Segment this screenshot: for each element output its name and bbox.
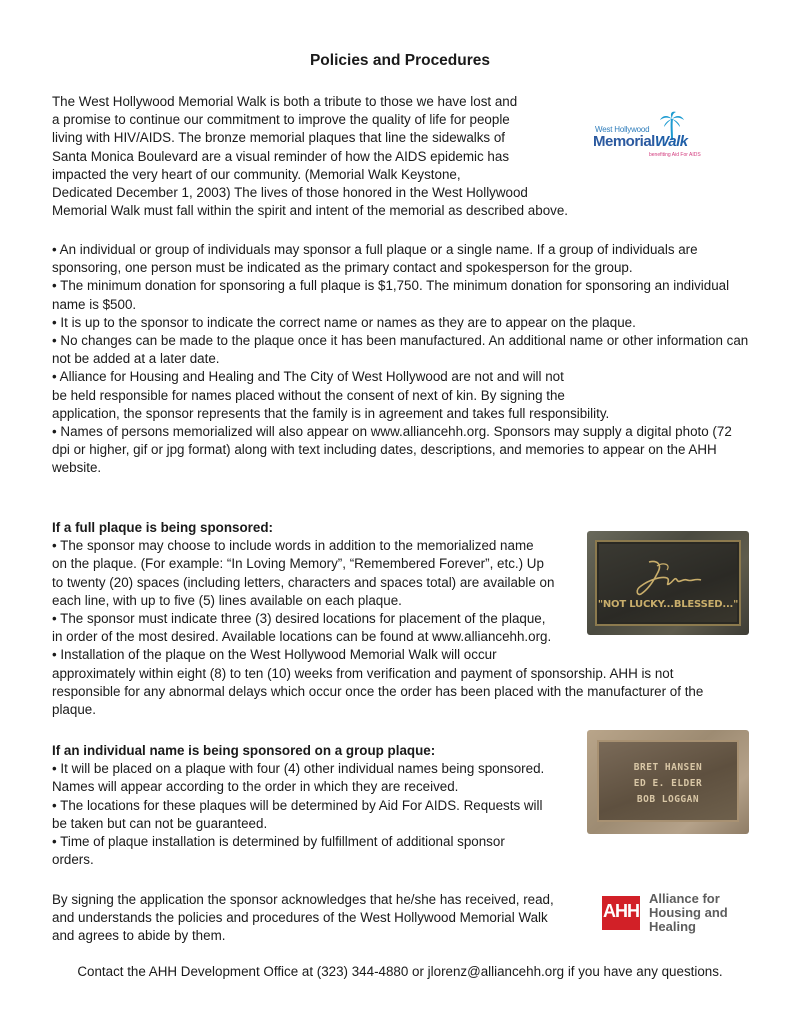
intro-line: Memorial Walk must fall within the spirit and intent of the memorial as described above. [52,203,569,219]
section-line: • Installation of the plaque on the West Hollywood Memorial Walk will occur [52,647,497,663]
section-line: to twenty (20) spaces (including letters, characters and spaces total) are available on [52,574,555,590]
bullet-item: • Alliance for Housing and Healing and The City of West Hollywood are not and will not [52,369,564,385]
section-line: on the plaque. (For example: “In Loving Memory”, “Remembered Forever”, etc.) Up [52,556,544,572]
plaque-name: BRET HANSEN [633,762,703,773]
logo-tagline: benefiting Aid For AIDS [649,152,701,158]
ahh-logo-line: Healing [649,919,696,934]
intro-paragraph [52,93,612,220]
ahh-logo-line: Housing and [649,905,728,920]
section-line: each line, with up to five (5) lines available on each plaque. [52,592,402,608]
bullet-item: • The minimum donation for sponsoring a full plaque is $1,750. The minimum donation for sponsoring an individual name is $500. [52,278,730,312]
intro-line: living with HIV/AIDS. The bronze memorial plaques that line the sidewalks of [52,130,506,146]
section-line: • The sponsor must indicate three (3) desired locations for placement of the plaque, [52,611,546,627]
intro-line: a promise to continue our commitment to improve the quality of life for people [52,112,510,128]
logo-walk-text: Walk [654,133,688,150]
policy-bullets [52,241,752,478]
bullet-item: • It is up to the sponsor to indicate the correct name or names as they are to appear on the plaque. [52,314,636,330]
acknowledgement-line: By signing the application the sponsor acknowledges that he/she has received, read, [52,892,554,907]
acknowledgement-line: and understands the policies and procedures of the West Hollywood Memorial Walk [52,910,548,926]
section-line: • Time of plaque installation is determined by fulfillment of additional sponsor [52,834,505,850]
logo-small-text: West Hollywood [595,125,650,134]
plaque-name: BOB LOGGAN [636,794,700,805]
section-line: orders. [52,852,94,868]
signature-engraving [627,556,717,601]
section-line: • The locations for these plaques will be determined by Aid For AIDS. Requests will [52,797,543,813]
memorial-walk-logo [593,111,713,161]
intro-line: impacted the very heart of our community. (Memorial Walk Keystone, [52,166,461,182]
acknowledgement-line: and agrees to abide by them. [52,928,226,944]
contact-line: Contact the AHH Development Office at (323) 344-4880 or jlorenz@alliancehh.org if you have any questions. [77,964,723,979]
ahh-logo [602,892,752,936]
section-heading: If an individual name is being sponsored on a group plaque: [52,743,436,758]
section-line: be taken but can not be guaranteed. [52,815,268,831]
ahh-logo-text [649,892,728,934]
logo-title [593,133,688,150]
plaque-quote: "NOT LUCKY...BLESSED..." [597,599,739,610]
group-plaque-photo [587,730,749,834]
bullet-item: • No changes can be made to the plaque once it has been manufactured. An additional name or other information can not be added at a later date. [52,333,749,367]
section-line: • The sponsor may choose to include words in addition to the memorialized name [52,538,534,554]
section-line: approximately within eight (8) to ten (10) weeks from verification and payment of sponsorship. AHH is not [52,665,674,681]
ahh-mark-icon [602,896,640,930]
section-line: • It will be placed on a plaque with four (4) other individual names being sponsored. [52,761,545,777]
section-line: in order of the most desired. Available locations can be found at www.alliancehh.org. [52,629,552,645]
section-line: plaque. [52,702,96,718]
logo-memorial-text: Memorial [593,133,655,150]
ahh-mark-text: AHH [603,901,639,921]
section-line: responsible for any abnormal delays which occur once the order has been placed with the manufacturer of the [52,683,704,699]
bullet-item: application, the sponsor represents that the family is in agreement and takes full responsibility. [52,405,610,421]
plaque-name: ED E. ELDER [633,778,703,789]
acknowledgement-paragraph [52,891,612,946]
page-title: Policies and Procedures [309,52,491,69]
section-line: Names will appear according to the order in which they are received. [52,779,459,795]
bullet-item: • An individual or group of individuals may sponsor a full plaque or a single name. If a group of individuals are sponsoring, one person must be indicated as the primary contact and spokesperson for the group. [52,242,698,276]
intro-line: The West Hollywood Memorial Walk is both a tribute to those we have lost and [52,94,518,109]
ahh-logo-line: Alliance for [649,891,720,906]
intro-line: Dedicated December 1, 2003) The lives of those honored in the West Hollywood [52,185,528,201]
intro-line: Santa Monica Boulevard are a visual reminder of how the AIDS epidemic has [52,148,510,164]
section-heading: If a full plaque is being sponsored: [52,520,273,535]
plaque-names [599,760,737,808]
full-plaque-photo [587,531,749,635]
bullet-item: • Names of persons memorialized will also appear on www.alliancehh.org. Sponsors may supply a digital photo (72 dpi or higher, gif or jpg format) along with text including dates, descriptions, and memories to appear on the AHH website. [52,424,732,476]
bullet-item: be held responsible for names placed without the consent of next of kin. By signing the [52,387,565,403]
